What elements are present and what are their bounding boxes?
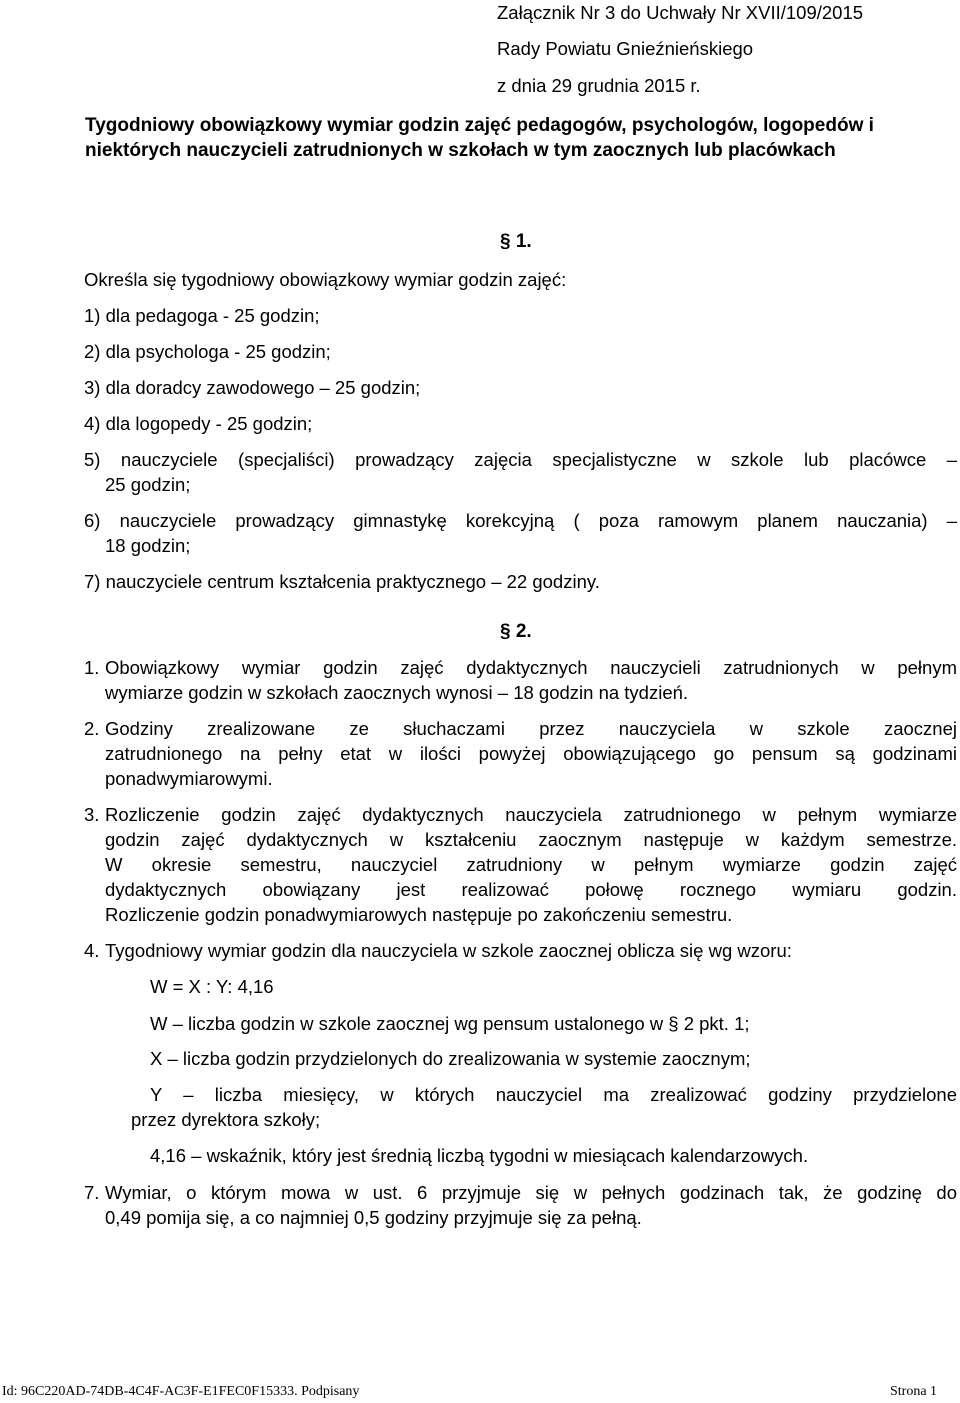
attachment-line-1: Załącznik Nr 3 do Uchwały Nr XVII/109/2015	[497, 2, 864, 23]
paragraph-4-line: Tygodniowy wymiar godzin dla nauczyciela w szkole zaocznej oblicza się wg wzoru:	[105, 940, 792, 961]
list-item-continuation: 25 godzin;	[105, 474, 191, 495]
list-item: 1) dla pedagoga - 25 godzin;	[84, 305, 320, 326]
list-item: 4) dla logopedy - 25 godzin;	[84, 413, 313, 434]
paragraph-7-line: 0,49 pomija się, a co najmniej 0,5 godziny przyjmuje się za pełną.	[105, 1207, 642, 1228]
paragraph-number: 4.	[84, 940, 100, 961]
page-number: Strona 1	[890, 1384, 938, 1399]
paragraph-number: 3.	[84, 804, 100, 825]
paragraph-number: 1.	[84, 657, 100, 678]
section-2-heading: § 2.	[500, 621, 532, 642]
signature-id: Id: 96C220AD-74DB-4C4F-AC3F-E1FEC0F15333. Podpisany	[2, 1384, 360, 1399]
document-title: Tygodniowy obowiązkowy wymiar godzin zajęć pedagogów, psychologów, logopedów i niektórych nauczycieli zatrudnionych w szkołach w tym zaocznych lub placówkach	[85, 115, 874, 161]
paragraph-1-line: Obowiązkowy wymiar godzin zajęć dydaktycznych nauczycieli zatrudnionych w pełnym	[105, 657, 957, 678]
attachment-line-2: Rady Powiatu Gnieźnieńskiego	[497, 38, 754, 59]
paragraph-number: 2.	[84, 718, 100, 739]
section-1-intro: Określa się tygodniowy obowiązkowy wymiar godzin zajęć:	[84, 269, 567, 290]
paragraph-7-line: Wymiar, o którym mowa w ust. 6 przyjmuje się w pełnych godzinach tak, że godzinę do	[105, 1182, 957, 1203]
list-item: 7) nauczyciele centrum kształcenia praktycznego – 22 godziny.	[84, 571, 600, 592]
formula-definition-constant: 4,16 – wskaźnik, który jest średnią liczbą tygodni w miesiącach kalendarzowych.	[150, 1145, 809, 1166]
paragraph-2-line: ponadwymiarowymi.	[105, 768, 273, 789]
formula-definition-w: W – liczba godzin w szkole zaocznej wg pensum ustalonego w § 2 pkt. 1;	[150, 1013, 750, 1034]
list-item: 5) nauczyciele (specjaliści) prowadzący zajęcia specjalistyczne w szkole lub placówce –	[84, 449, 957, 470]
list-item: 3) dla doradcy zawodowego – 25 godzin;	[84, 377, 421, 398]
list-item: 2) dla psychologa - 25 godzin;	[84, 341, 331, 362]
paragraph-1-line: wymiarze godzin w szkołach zaocznych wynosi – 18 godzin na tydzień.	[105, 682, 689, 703]
paragraph-3-line: W okresie semestru, nauczyciel zatrudniony w pełnym wymiarze godzin zajęć	[105, 854, 957, 875]
paragraph-3-line: Rozliczenie godzin zajęć dydaktycznych nauczyciela zatrudnionego w pełnym wymiarze	[105, 804, 957, 825]
paragraph-2-line: Godziny zrealizowane ze słuchaczami przez nauczyciela w szkole zaocznej	[105, 718, 957, 739]
paragraph-2-line: zatrudnionego na pełny etat w ilości powyżej obowiązującego go pensum są godzinami	[105, 743, 957, 764]
formula-definition-x: X – liczba godzin przydzielonych do zrealizowania w systemie zaocznym;	[150, 1048, 751, 1069]
formula: W = X : Y: 4,16	[150, 976, 274, 997]
paragraph-3-line: godzin zajęć dydaktycznych w kształceniu zaocznym następuje w każdym semestrze.	[105, 829, 957, 850]
paragraph-number: 7.	[84, 1182, 100, 1203]
section-1-heading: § 1.	[500, 231, 532, 252]
paragraph-3-line: dydaktycznych obowiązany jest realizować połowę rocznego wymiaru godzin.	[105, 879, 957, 900]
list-item-continuation: 18 godzin;	[105, 535, 191, 556]
list-item: 6) nauczyciele prowadzący gimnastykę korekcyjną ( poza ramowym planem nauczania) –	[84, 510, 957, 531]
attachment-line-3: z dnia 29 grudnia 2015 r.	[497, 75, 701, 96]
paragraph-3-line: Rozliczenie godzin ponadwymiarowych następuje po zakończeniu semestru.	[105, 904, 733, 925]
formula-definition-y-continuation: przez dyrektora szkoły;	[131, 1109, 321, 1130]
formula-definition-y: Y – liczba miesięcy, w których nauczyciel ma zrealizować godziny przydzielone	[150, 1084, 957, 1105]
